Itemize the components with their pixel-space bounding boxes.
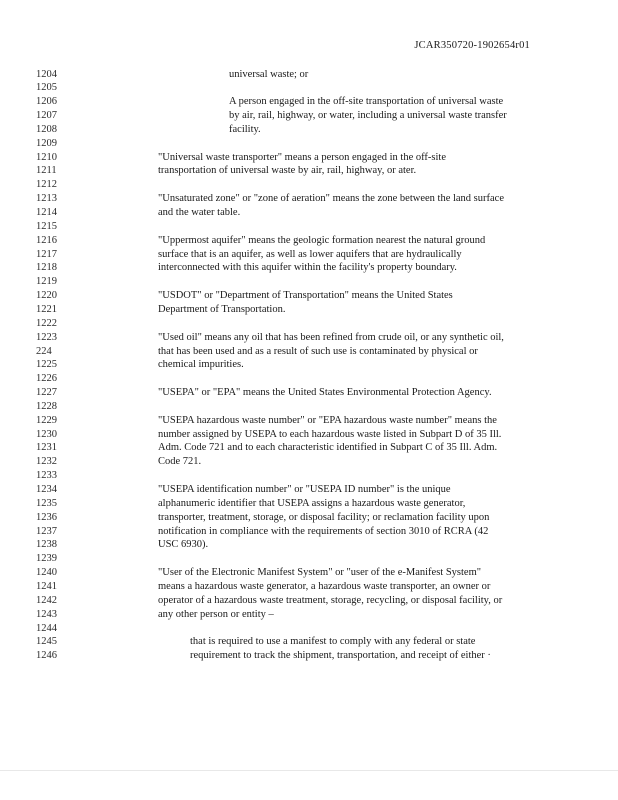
document-line	[0, 358, 618, 371]
line-text: "Unsaturated zone" or "zone of aeration" means the zone between the land surface	[158, 193, 504, 205]
document-line	[0, 303, 618, 316]
line-text: any other person or entity –	[158, 608, 274, 620]
document-line	[0, 178, 618, 191]
line-text: and the water table.	[158, 207, 241, 218]
line-text: "User of the Electronic Manifest System" or "user of the e-Manifest System"	[158, 567, 482, 579]
document-line	[0, 580, 618, 593]
line-text: "Universal waste transporter" means a person engaged in the off-site	[158, 151, 446, 163]
document-line	[0, 608, 618, 621]
line-text: requirement to track the shipment, transportation, and receipt of either ·	[190, 650, 491, 662]
line-text: operator of a hazardous waste treatment, storage, recycling, or disposal facility, or	[158, 594, 503, 606]
document-line	[0, 441, 618, 454]
document-line	[0, 261, 618, 274]
document-line	[0, 566, 618, 579]
document-line	[0, 622, 618, 635]
document-line	[0, 234, 618, 247]
line-number: 1209	[36, 137, 57, 149]
line-number: 1240	[36, 567, 57, 579]
document-line	[0, 635, 618, 648]
line-text: interconnected with this aquifer within the facility's property boundary.	[158, 262, 457, 274]
document-line	[0, 164, 618, 177]
line-number: 1234	[36, 484, 57, 495]
line-number: 1235	[36, 497, 57, 509]
line-text: transportation of universal waste by air, rail, highway, or ater.	[158, 165, 417, 177]
document-line	[0, 525, 618, 538]
document-line	[0, 511, 618, 524]
document-line	[0, 275, 618, 288]
document-line	[0, 483, 618, 496]
line-text: surface that is an aquifer, as well as lower aquifers that are hydraulically	[158, 248, 462, 260]
line-number: 1238	[36, 539, 57, 551]
document-line	[0, 414, 618, 427]
document-line	[0, 649, 618, 662]
document-line	[0, 497, 618, 510]
document-line	[0, 469, 618, 482]
line-number: 1237	[36, 525, 57, 537]
document-line	[0, 400, 618, 413]
line-text: universal waste; or	[229, 68, 309, 80]
line-number: 1242	[36, 594, 57, 606]
line-number: 1217	[36, 248, 57, 260]
document-line	[0, 81, 618, 94]
line-number: 1229	[36, 414, 57, 426]
document-line	[0, 95, 618, 108]
line-text: Adm. Code 721 and to each characteristic identified in Subpart C of 35 Ill. Adm.	[158, 442, 498, 454]
document-line	[0, 345, 618, 358]
line-number: 1221	[36, 303, 57, 315]
line-text: "USEPA hazardous waste number" or "EPA hazardous waste number" means the	[158, 414, 497, 426]
line-text: "USEPA" or "EPA" means the United States Environmental Protection Agency.	[158, 387, 492, 399]
page-header-doc-id: JCAR350720-1902654r01	[414, 40, 530, 51]
document-line	[0, 109, 618, 122]
line-text: notification in compliance with the requirements of section 3010 of RCRA (42	[158, 525, 489, 537]
line-number: 1246	[36, 650, 57, 662]
line-text: number assigned by USEPA to each hazardous waste listed in Subpart D of 35 Ill.	[158, 428, 502, 440]
line-number: 1225	[36, 359, 57, 371]
line-number: 1205	[36, 82, 57, 94]
document-line	[0, 137, 618, 150]
line-number: 1204	[36, 68, 57, 80]
line-number: 1212	[36, 179, 57, 191]
line-text: means a hazardous waste generator, a hazardous waste transporter, an owner or	[158, 580, 491, 592]
document-line	[0, 289, 618, 302]
line-number: 1245	[36, 636, 57, 648]
line-text: transporter, treatment, storage, or disposal facility; or reclamation facility upon	[158, 511, 490, 523]
line-number: 1244	[36, 622, 57, 634]
line-number: 1243	[36, 608, 57, 620]
document-line	[0, 192, 618, 205]
line-number: 1226	[36, 373, 57, 385]
line-text: that has been used and as a result of such use is contaminated by physical or	[158, 345, 478, 357]
line-text: facility.	[229, 123, 261, 135]
line-number: 1231	[36, 442, 57, 454]
line-number: 1227	[36, 387, 57, 399]
document-line	[0, 206, 618, 219]
document-line	[0, 68, 618, 81]
document-line	[0, 123, 618, 136]
line-text: by air, rail, highway, or water, including a universal waste transfer	[229, 110, 507, 122]
document-line	[0, 248, 618, 261]
line-number: 1216	[36, 234, 57, 246]
line-number: 1220	[36, 290, 57, 302]
line-number: 1208	[36, 123, 57, 135]
line-number: 1239	[36, 553, 57, 565]
line-number: 1214	[36, 207, 57, 218]
line-number: 1241	[36, 580, 57, 592]
line-text: "USDOT" or "Department of Transportation" means the United States	[158, 290, 453, 302]
line-number: 1218	[36, 262, 57, 274]
line-number: 1206	[36, 96, 57, 108]
line-text: chemical impurities.	[158, 359, 244, 371]
line-number: 1222	[36, 317, 57, 329]
line-number: 224	[36, 345, 52, 357]
line-number: 1233	[36, 470, 57, 482]
line-text: that is required to use a manifest to comply with any federal or state	[190, 636, 476, 648]
document-line	[0, 386, 618, 399]
document-line	[0, 317, 618, 330]
document-line	[0, 151, 618, 164]
document-line	[0, 538, 618, 551]
line-text: "Uppermost aquifer" means the geologic formation nearest the natural ground	[158, 234, 486, 246]
document-line	[0, 428, 618, 441]
document-line	[0, 552, 618, 565]
document-line	[0, 220, 618, 233]
line-number: 1236	[36, 511, 57, 523]
page-bottom-rule	[0, 770, 618, 771]
line-number: 1219	[36, 276, 57, 288]
line-text: USC 6930).	[158, 539, 209, 551]
document-line	[0, 455, 618, 468]
line-number: 1213	[36, 193, 57, 205]
document-line	[0, 594, 618, 607]
line-number: 1223	[36, 331, 57, 343]
line-number: 1211	[36, 165, 57, 177]
line-text: alphanumeric identifier that USEPA assigns a hazardous waste generator,	[158, 497, 466, 509]
line-text: A person engaged in the off-site transportation of universal waste	[229, 96, 504, 108]
document-line	[0, 331, 618, 344]
line-text: Department of Transportation.	[158, 303, 286, 315]
line-text: "USEPA identification number" or "USEPA ID number" is the unique	[158, 484, 451, 495]
line-number: 1207	[36, 110, 57, 122]
line-text: "Used oil" means any oil that has been refined from crude oil, or any synthetic oil,	[158, 331, 504, 343]
line-number: 1232	[36, 456, 57, 468]
line-number: 1228	[36, 400, 57, 412]
line-number: 1230	[36, 428, 57, 440]
line-number: 1210	[36, 151, 57, 163]
line-number: 1215	[36, 220, 57, 232]
line-text: Code 721.	[158, 456, 202, 468]
document-line	[0, 372, 618, 385]
